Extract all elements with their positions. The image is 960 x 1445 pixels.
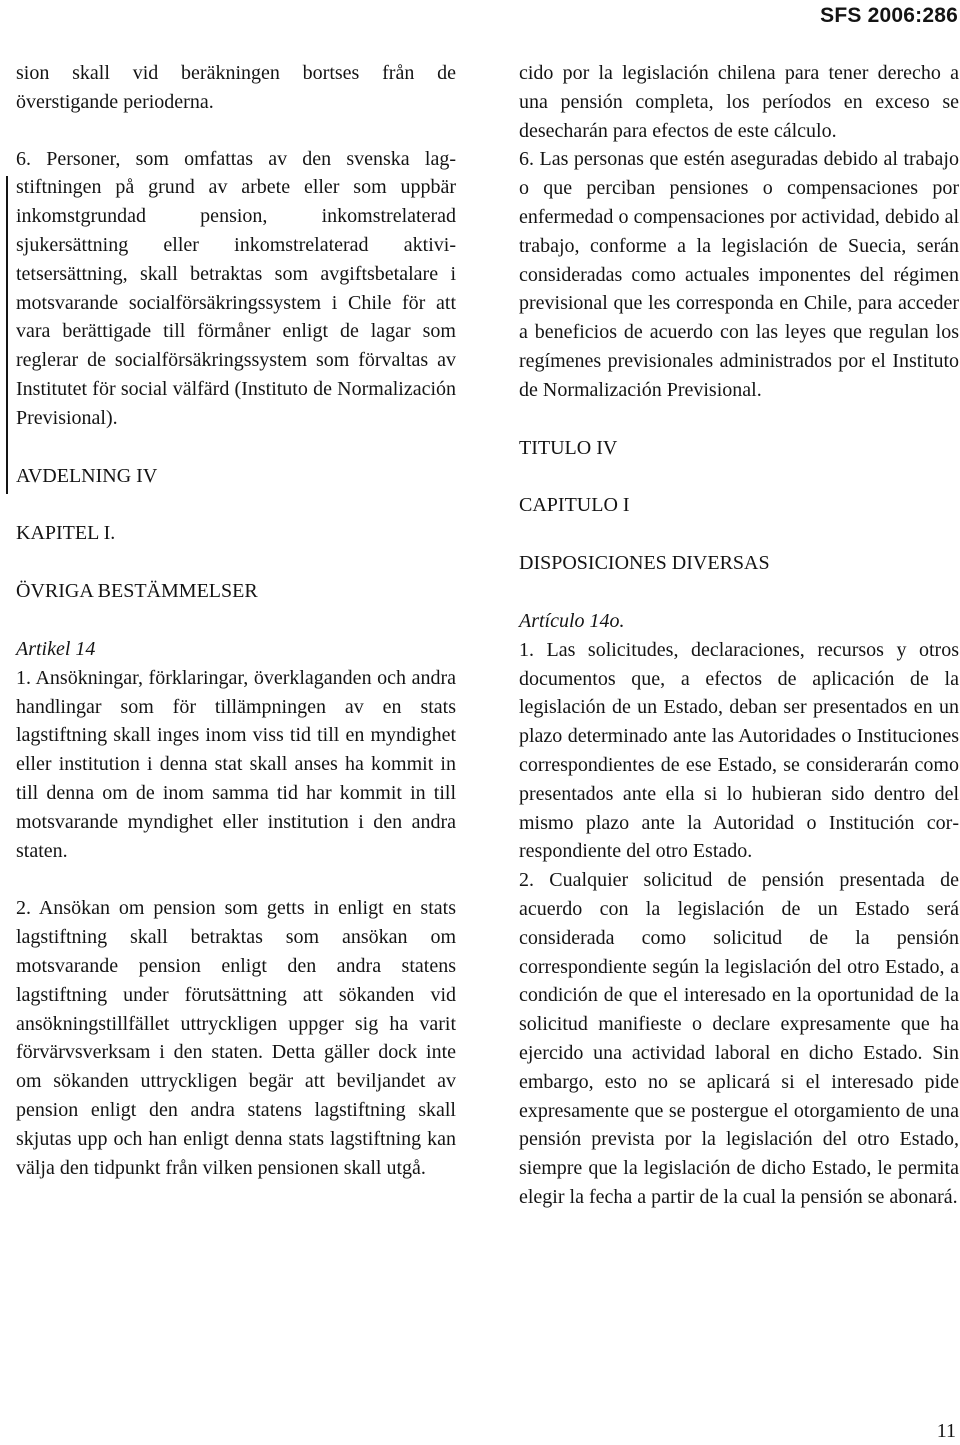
- document-reference: SFS 2006:286: [820, 4, 958, 27]
- change-bar: [6, 176, 8, 494]
- sv-chapter-heading: KAPITEL I.: [16, 522, 116, 545]
- es-article-paragraph-1: 1. Las solicitudes, declaraciones, recursos y otros documentos que, a efectos de aplicación de la legislación de un Estado, deban ser presentados en un plazo determinado ante las Autoridades o Instituciones correspondientes de ese Estado, se considerarán como presentados ante ella si lo hubieran sido dentro del mismo plazo ante la Autoridad o Institución correspondiente del otro Estado.: [519, 638, 959, 863]
- sv-section-heading: AVDELNING IV: [16, 464, 158, 487]
- es-article-title: Artículo 14o.: [519, 609, 625, 632]
- sv-intro-paragraph: sion skall vid beräkningen bortses från de överstigande perioderna.: [16, 62, 456, 113]
- spanish-column: [519, 59, 959, 1212]
- sv-paragraph-6: 6. Personer, som omfattas av den svenska lagstiftningen på grund av arbete eller som uppbär inkomstgrundad pension, inkomstrelaterad sjukersättning eller inkomstrelaterad aktivitetsersättning, skall betraktas som avgiftsbetalare i motsvarande socialförsäkringssystem i Chile för att vara berättigade till förmåner enligt de lagar som reglerar de socialförsäkringssystem som förvaltas av Institutet för social välfärd (Instituto de Normalización Previsional).: [16, 147, 456, 429]
- es-section-heading: TITULO IV: [519, 436, 618, 459]
- sv-article-title: Artikel 14: [16, 637, 96, 660]
- es-article-paragraph-2: 2. Cualquier solicitud de pensión presentada de acuerdo con la legislación de un Estado será considerada como solicitud de la pensión correspondiente según la legislación del otro Estado, a condición de que el interesado en la oportunidad de la solicitud manifieste o declare expresamente que ha ejercido una actividad laboral en dicho Estado. Sin embargo, esto no se aplicará si el interesado pide expresamente que se postergue el otorgamiento de una pensión prevista por la legislación del otro Estado, siempre que la legislación de dicho Estado, le permita elegir la fecha a partir de la cual la pensión se abonará.: [519, 869, 959, 1208]
- es-title-heading: DISPOSICIONES DIVERSAS: [519, 552, 770, 575]
- sv-title-heading: ÖVRIGA BESTÄMMELSER: [16, 580, 258, 603]
- sv-article-paragraph-2: 2. Ansökan om pension som getts in enligt en stats lagstiftning skall betraktas som ansökan om motsvarande pension enligt den andra statens lagstiftning under förutsättning att sökanden vid ansökningstillfället uttryckligen uppger sig ha varit förvärvsverksam i den staten. Detta gäller dock inte om sökanden uttryckligen begär att beviljandet av pension enligt den andra statens lagstiftning skall skjutas upp och han enligt denna stats lagstiftning kan välja den tidpunkt från vilken pensionen skall utgå.: [16, 897, 456, 1179]
- sv-article-paragraph-1: 1. Ansökningar, förklaringar, överklaganden och andra handlingar som för tillämpningen av en stats lagstiftning skall inges inom viss tid till en myndighet eller institution i denna stat skall anses ha kommit in till denna om de inom samma tid har kommit in till motsvarande myndighet eller institution i den andra staten.: [16, 666, 456, 862]
- es-intro-paragraph: cido por la legislación chilena para tener derecho a una pensión completa, los períodos en exceso se desecharán para efectos de este cálculo.: [519, 62, 959, 142]
- es-chapter-heading: CAPITULO I: [519, 494, 630, 517]
- page-number: 11: [936, 1420, 956, 1442]
- swedish-column: [16, 59, 456, 1182]
- es-paragraph-6: 6. Las personas que estén aseguradas debido al trabajo o que perciban pensiones o compensaciones por enfermedad o compensaciones por actividad, debido al trabajo, conforme a la legislación de Suecia, serán consideradas como actuales imponentes del régimen previsional que les corresponda en Chile, para acceder a beneficios de acuerdo con las leyes que regulan los regímenes previsionales administrados por el Instituto de Normalización Previsional.: [519, 148, 959, 401]
